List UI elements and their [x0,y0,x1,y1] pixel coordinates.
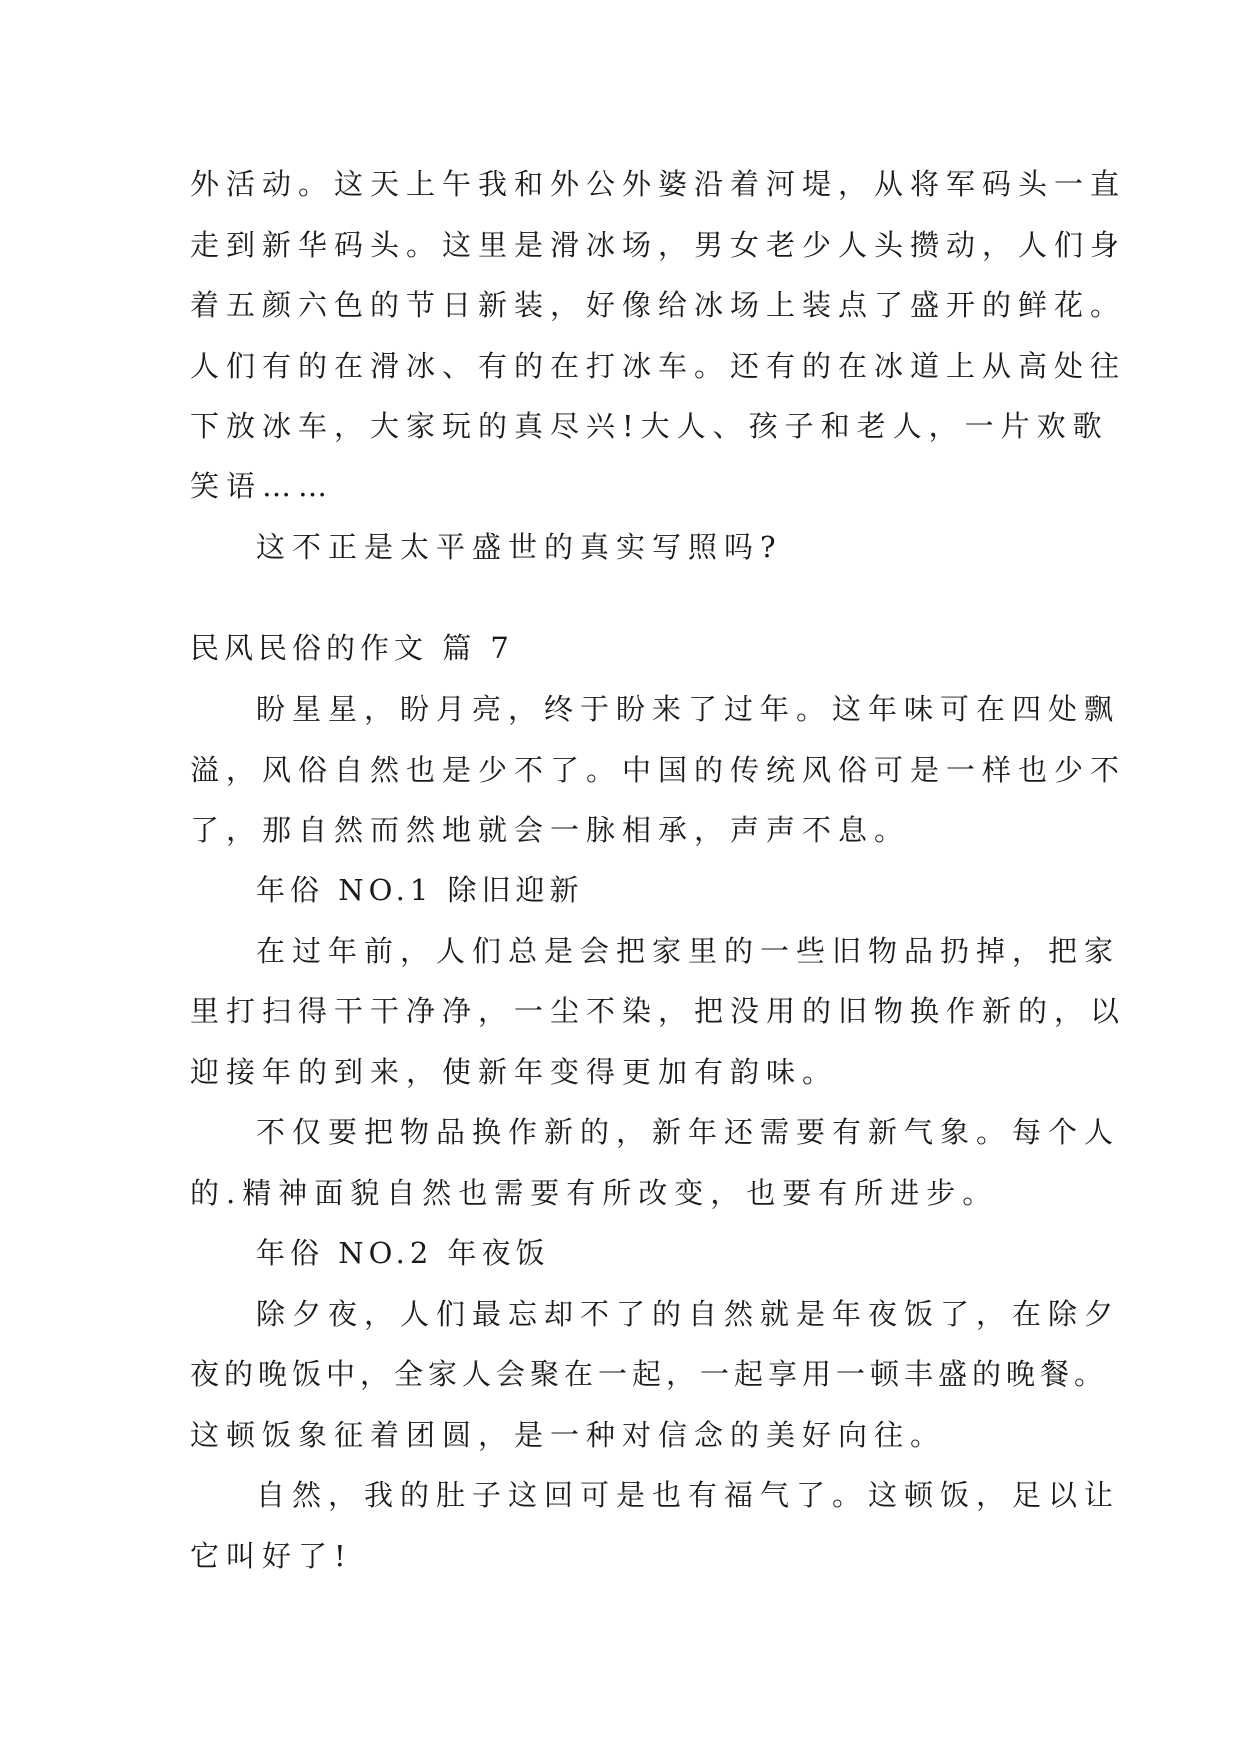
paragraph-line: 自然，我的肚子这回可是也有福气了。这顿饭，足以让 [256,1478,1121,1512]
paragraph-line: 的.精神面貌自然也需要有所改变，也要有所进步。 [190,1176,999,1210]
paragraph-line: 这不正是太平盛世的真实写照吗? [256,530,783,564]
paragraph-line: 溢，风俗自然也是少不了。中国的传统风俗可是一样也少不 [190,753,1127,787]
section-heading: 民风民俗的作文 篇 7 [190,631,514,665]
paragraph-line: 了，那自然而然地就会一脉相承，声声不息。 [190,813,911,847]
paragraph-line: 里打扫得干干净净，一尘不染，把没用的旧物换作新的，以 [190,994,1127,1028]
paragraph-line: 迎接年的到来，使新年变得更加有韵味。 [190,1055,839,1089]
paragraph-line: 走到新华码头。这里是滑冰场，男女老少人头攒动，人们身 [190,228,1127,262]
paragraph-line: 下放冰车，大家玩的真尽兴!大人、孩子和老人，一片欢歌 [190,409,1109,443]
subheading: 年俗 NO.1 除旧迎新 [256,873,584,907]
paragraph-line: 夜的晚饭中，全家人会聚在一起，一起享用一顿丰盛的晚餐。 [190,1357,1109,1391]
paragraph-line: 除夕夜，人们最忘却不了的自然就是年夜饭了，在除夕 [256,1297,1121,1331]
paragraph-line: 不仅要把物品换作新的，新年还需要有新气象。每个人 [256,1115,1121,1149]
paragraph-line: 在过年前，人们总是会把家里的一些旧物品扔掉，把家 [256,934,1121,968]
paragraph-line: 盼星星，盼月亮，终于盼来了过年。这年味可在四处飘 [256,692,1121,726]
paragraph-line: 外活动。这天上午我和外公外婆沿着河堤，从将军码头一直 [190,167,1127,201]
paragraph-line: 笑语…… [190,469,335,503]
paragraph-line: 着五颜六色的节日新装，好像给冰场上装点了盛开的鲜花。 [190,288,1127,322]
subheading: 年俗 NO.2 年夜饭 [256,1236,550,1270]
paragraph-line: 这顿饭象征着团圆，是一种对信念的美好向往。 [190,1418,947,1452]
paragraph-line: 它叫好了! [190,1539,353,1573]
paragraph-line: 人们有的在滑冰、有的在打冰车。还有的在冰道上从高处往 [190,349,1127,383]
